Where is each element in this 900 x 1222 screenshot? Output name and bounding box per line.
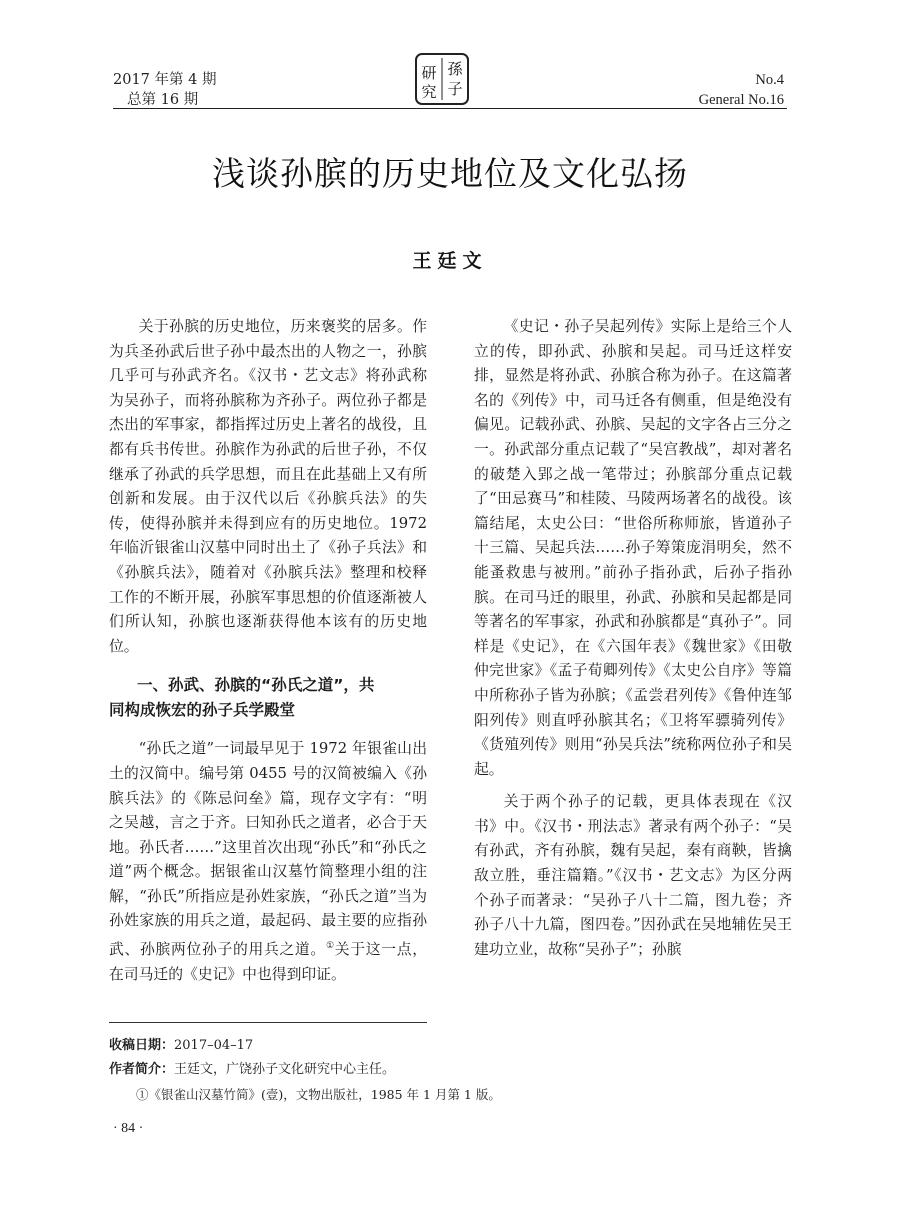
- paragraph-shiji: 《史记・孙子吴起列传》实际上是给三个人立的传，即孙武、孙膑和吴起。司马迁这样安排，显然是将孙武、孙膑合称为孙子。在这篇著名的《列传》中，司马迁各有侧重，但是绝没有偏见。记载孙武、孙膑、吴起的文字各占三分之一。孙武部分重点记载了“吴宫教战”，却对著名的破楚入郢之战一笔带过；孙膑部分重点记载了“田忌赛马”和桂陵、马陵两场著名的战役。该篇结尾，太史公曰：“世俗所称师旅，皆道孙子十三篇、吴起兵法……孙子筹策庞涓明矣，然不能蚤救患与被刑。”前孙子指孙武，后孙子指孙膑。在司马迁的眼里，孙武、孙膑和吴起都是同等著名的军事家，孙武和孙膑都是“真孙子”。同样是《史记》，在《六国年表》《魏世家》《田敬仲完世家》《孟子荀卿列传》《太史公自序》等篇中所称孙子皆为孙膑；《孟尝君列传》《鲁仲连邹阳列传》则直呼孙膑其名；《卫将军骠骑列传》《货殖列传》则用“孙吴兵法”统称两位孙子和吴起。: [474, 318, 792, 778]
- paragraph-sunshi-dao: [109, 737, 427, 987]
- header-rule: [113, 108, 787, 109]
- paragraph-intro: 关于孙膑的历史地位，历来褒奖的居多。作为兵圣孙武后世子孙中最杰出的人物之一，孙膑几乎可与孙武齐名。《汉书・艺文志》将孙武称为吴孙子，而将孙膑称为齐孙子。两位孙子都是杰出的军事家，都指挥过历史上著名的战役，且都有兵书传世。孙膑作为孙武的后世子孙，不仅继承了孙武的兵学思想，而且在此基础上又有所创新和发展。由于汉代以后《孙膑兵法》的失传，使得孙膑并未得到应有的历史地位。1972 年临沂银雀山汉墓中同时出土了《孙子兵法》和《孙膑兵法》，随着对《孙膑兵法》整理和校释工作的不断开展，孙膑军事思想的价值逐渐被人们所认知，孙膑也逐渐获得他本该有的历史地位。: [109, 318, 427, 655]
- logo-char: 究: [421, 83, 437, 101]
- journal-issue-info: [113, 70, 216, 110]
- received-date: [109, 1037, 253, 1055]
- footnote-rule: [109, 1022, 427, 1023]
- left-column: [109, 315, 427, 987]
- article-author: 王廷文: [412, 250, 488, 272]
- paragraph-sunshi-dao-tail: 关于这一点，在司马迁的《史记》中也得到印证。: [109, 940, 427, 983]
- total-issue-number: 总第 16 期: [127, 92, 199, 108]
- article-title: 浅谈孙膑的历史地位及文化弘扬: [212, 154, 688, 193]
- paragraph-sunshi-dao-text: “孙氏之道”一词最早见于 1972 年银雀山出土的汉简中。编号第 0455 号的汉简被编入《孙膑兵法》的《陈忌问垒》篇，现存文字有：“明之吴越，言之于齐。曰知孙氏之道者，必合于天地。孙氏者……”这里首次出现“孙氏”和“孙氏之道”两个概念。据银雀山汉墓竹简整理小组的注解，“孙氏”所指应是孙姓家族，“孙氏之道”当为孙姓家族的用兵之道，最起码、最主要的应指孙武、孙膑两位孙子的用兵之道。: [109, 740, 427, 958]
- section-heading-line1: 一、孙武、孙膑的“孙氏之道”，共: [137, 676, 375, 695]
- received-date-label: 收稿日期：: [109, 1038, 175, 1053]
- right-column: [474, 315, 792, 962]
- journal-logo: [414, 52, 470, 106]
- section-heading-1: [109, 673, 427, 723]
- author-bio-value: 王廷文，广饶孙子文化研究中心主任。: [174, 1062, 396, 1077]
- author-bio: [109, 1061, 395, 1079]
- page-number: · 84 ·: [113, 1121, 144, 1136]
- author-bio-label: 作者简介：: [109, 1062, 175, 1077]
- received-date-value: 2017–04–17: [174, 1038, 254, 1053]
- footnote-ref-1[interactable]: ①: [325, 941, 335, 952]
- general-number-en: General No.16: [698, 92, 784, 108]
- logo-char: 研: [421, 64, 437, 82]
- logo-char: 子: [447, 80, 463, 98]
- issue-number: 2017 年第 4 期: [113, 72, 217, 88]
- footnote-1: ①《银雀山汉墓竹简》(壹)，文物出版社，1985 年 1 月第 1 版。: [136, 1087, 501, 1102]
- logo-char: 孫: [447, 60, 463, 78]
- journal-issue-info-en: [699, 70, 784, 110]
- issue-number-en: No.4: [755, 72, 784, 88]
- paragraph-hanshu: 关于两个孙子的记载，更具体表现在《汉书》中。《汉书・刑法志》著录有两个孙子：“吴有孙武，齐有孙膑，魏有吴起，秦有商鞅，皆擒敌立胜，垂注篇籍。”《汉书・艺文志》为区分两个孙子而著录：“吴孙子八十二篇，图九卷；齐孙子八十九篇，图四卷。”因孙武在吴地辅佐吴王建功立业，故称“吴孙子”；孙膑: [474, 793, 792, 958]
- section-heading-line2: 同构成恢宏的孙子兵学殿堂: [109, 701, 296, 720]
